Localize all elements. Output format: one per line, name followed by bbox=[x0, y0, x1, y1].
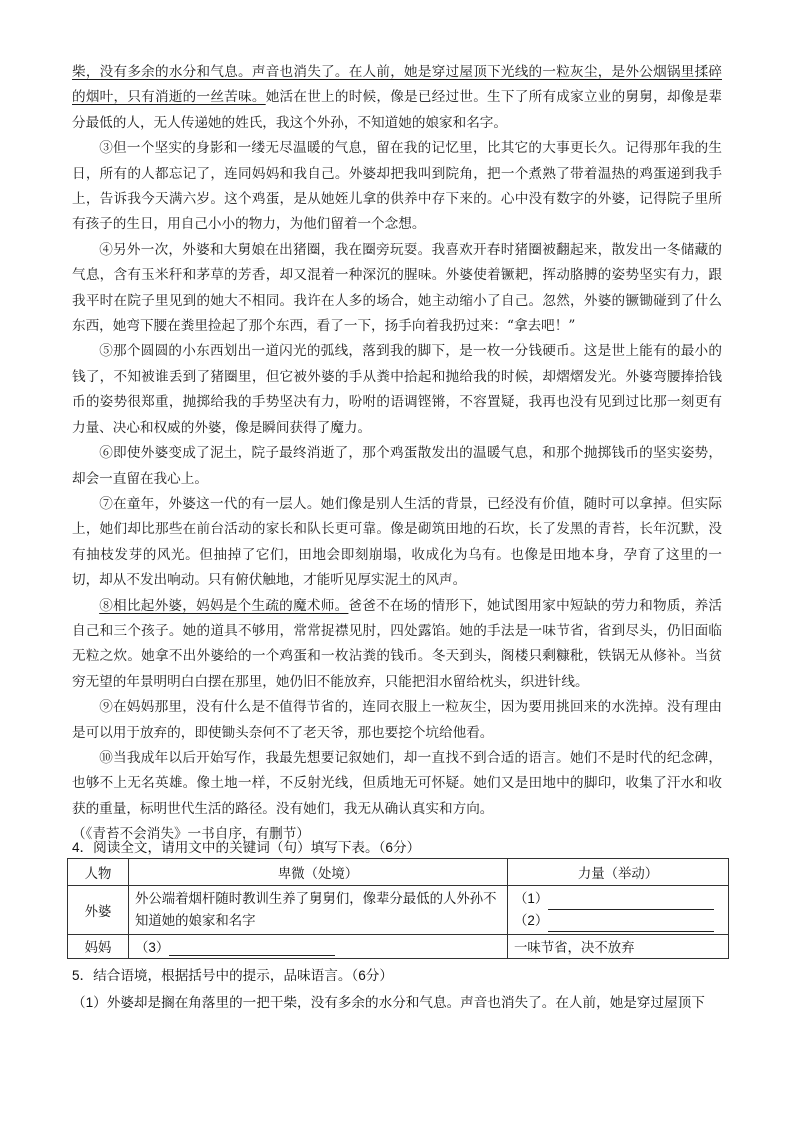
article-paragraph-4: ④另外一次，外婆和大舅娘在出猪圈，我在圈旁玩耍。我喜欢开春时猪圈被翻起来，散发出一冬储藏的气息，含有玉米秆和茅草的芳香，却又混着一种深沉的腥味。外婆使着镢耙，挥动胳膊的姿势坚实有力，跟我平时在院子里见到的她大不相同。我许在人多的场合，她主动缩小了自己。忽然，外婆的镢锄碰到了什么东西，她弯下腰在粪里捡起了那个东西，看了一下，扬手向着我扔过来：“拿去吧！” bbox=[72, 241, 722, 335]
article-paragraph-5: ⑤那个圆圆的小东西划出一道闪光的弧线，落到我的脚下，是一枚一分钱硬币。这是世上能有的最小的钱了，不知被谁丢到了猪圈里，但它被外婆的手从粪中拾起和抛给我的时候，却熠熠发光。外婆弯腰捧拾钱币的姿势很郑重，抛掷给我的手势坚决有力，吩咐的语调铿锵，不容置疑，我再也没有见到过比那一刻更有力量、决心和权威的外婆，像是瞬间获得了魔力。 bbox=[72, 343, 722, 436]
cell-power: 一味节省，决不放弃 bbox=[508, 935, 729, 959]
cell-situation: 外公端着烟杆随时教训生养了舅舅们，像辈分最低的人外孙不知道她的娘家和名字 bbox=[129, 886, 508, 935]
article-paragraph-8 bbox=[72, 594, 722, 696]
underlined-sentence: ⑧相比起外婆，妈妈是个生疏的魔术师。 bbox=[99, 597, 349, 614]
cell-person: 妈妈 bbox=[68, 935, 129, 959]
cell-situation-blank bbox=[129, 935, 508, 959]
blank-2-answer-field[interactable] bbox=[548, 917, 714, 932]
article-paragraph-10: ⑩当我成年以后开始写作，我最先想要记叙她们，却一直找不到合适的语言。她们不是时代的纪念碑，也够不上无名英雄。像土地一样，不反射光线，但质地无可怀疑。她们又是田地中的脚印，收集了汗水和收获的重量，标明世代生活的路径。没有她们，我无从确认真实和方向。 bbox=[72, 749, 722, 817]
article-paragraph-7: ⑦在童年，外婆这一代的有一层人。她们像是别人生活的背景，已经没有价值，随时可以拿掉。但实际上，她们却比那些在前台活动的家长和队长更可靠。像是砌筑田地的石坎，长了发黑的青苔，长年沉默，没有抽枝发芽的风光。但抽掉了它们，田地会即刻崩塌，收成化为乌有。也像是田地本身，孕育了这里的一切，却从不发出响动。只有俯伏触地，才能听见厚实泥土的风声。 bbox=[72, 495, 722, 589]
cell-power-blanks bbox=[508, 886, 729, 935]
blank-1-label: （1） bbox=[514, 891, 549, 906]
blank-1-line bbox=[514, 888, 722, 910]
article-paragraph-9: ⑨在妈妈那里，没有什么是不值得节省的，连同衣服上一粒灰尘，因为要用挑回来的水洗掉。没有理由是可以用于放弃的，即使锄头奈何不了老天爷，那也要挖个坑给他看。 bbox=[72, 699, 722, 741]
blank-3-answer-field[interactable] bbox=[169, 941, 335, 956]
blank-2-label: （2） bbox=[514, 913, 549, 928]
header-person: 人物 bbox=[68, 859, 129, 886]
underlined-sentence: 柴，没有多余的水分和气息。声音也消失了。在人前，她是穿过屋顶下光线的一粒灰尘，是外公烟锅里揉碎的烟叶，只有消逝的一丝苦味。 bbox=[72, 64, 722, 106]
table-row-grandmother bbox=[68, 886, 729, 935]
paragraph-text: 她活在世上的时候，像是已经过世。生下了所有成家立业的舅舅，却像是辈分最低的人，无人传递她的姓氏，我这个外孙，不知道她的娘家和名字。 bbox=[72, 89, 723, 131]
table-header-row bbox=[68, 859, 729, 886]
article-paragraph-6: ⑥即使外婆变成了泥土，院子最终消逝了，那个鸡蛋散发出的温暖气息，和那个抛掷钱币的坚实姿势，却会一直留在我心上。 bbox=[72, 445, 722, 487]
table-row-mother bbox=[68, 935, 729, 959]
article-paragraph-2-continued bbox=[72, 60, 722, 136]
blank-2-line bbox=[514, 910, 722, 932]
question-4-prompt: 4．阅读全文，请用文中的关键词（句）填写下表。（6分） bbox=[72, 840, 421, 855]
blank-1-answer-field[interactable] bbox=[548, 895, 714, 910]
cell-person: 外婆 bbox=[68, 886, 129, 935]
paragraph-text: 爸爸不在场的情形下，她试图用家中短缺的劳力和物质，养活自己和三个孩子。她的道具不够用，常常捉襟见肘，四处露馅。她的手法是一味节省，省到尽头，仍旧面临无粒之炊。她拿不出外婆给的一个鸡蛋和一枚沾粪的钱币。冬天到头，阁楼只剩糠秕，铁锅无从修补。当贫穷无望的年景明明白白摆在那里，她仍旧不能放弃，只能把泪水留给枕头，织进针线。 bbox=[72, 597, 723, 690]
article-paragraph-3: ③但一个坚实的身影和一缕无尽温暖的气息，留在我的记忆里，比其它的大事更长久。记得那年我的生日，所有的人都忘记了，连同妈妈和我自己。外婆却把我叫到院角，把一个煮熟了带着温热的鸡蛋递到我手上，告诉我今天满六岁。这个鸡蛋，是从她姪儿拿的供养中存下来的。心中没有数字的外婆，记得院子里所有孩子的生日，用自己小小的物力，为他们留着一个念想。 bbox=[72, 140, 722, 233]
question-5-item-1: （1）外婆却是搁在角落里的一把干柴，没有多余的水分和气息。声音也消失了。在人前，她是穿过屋顶下 bbox=[72, 995, 705, 1010]
answer-table bbox=[67, 858, 729, 959]
header-power: 力量（举动） bbox=[508, 859, 729, 886]
blank-3-label: （3） bbox=[135, 940, 170, 955]
question-5-prompt: 5．结合语境，根据括号中的提示，品味语言。（6分） bbox=[72, 968, 393, 983]
article-source: （《青苔不会消失》一书自序，有删节） bbox=[72, 826, 310, 843]
header-situation: 卑微（处境） bbox=[129, 859, 508, 886]
article-body bbox=[72, 60, 722, 848]
